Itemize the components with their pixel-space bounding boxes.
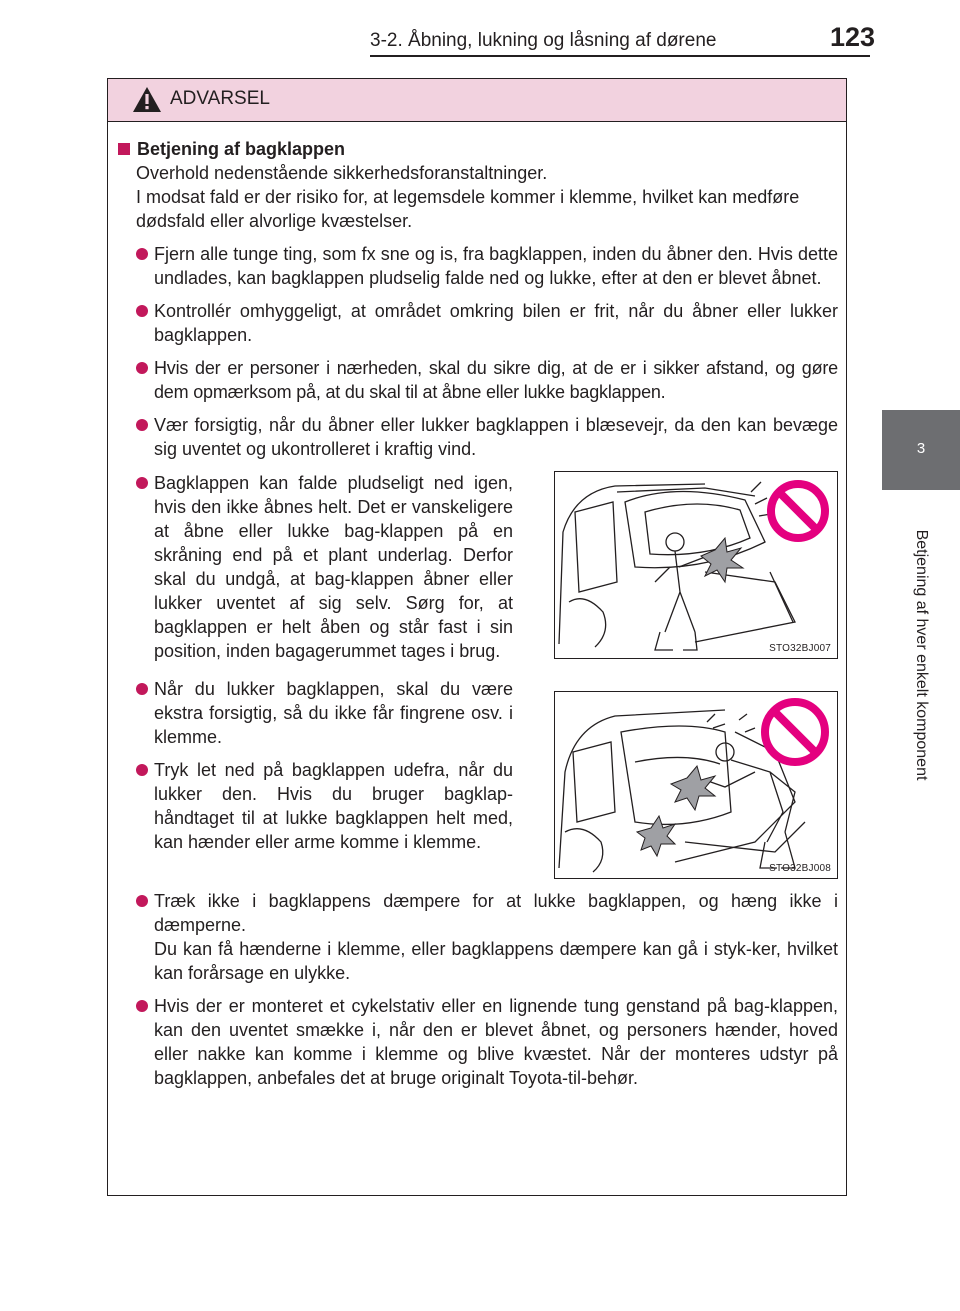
square-bullet-icon	[118, 143, 130, 155]
section-heading	[118, 137, 838, 161]
bullet-dot-icon	[136, 764, 148, 776]
bullet-line-1: Træk ikke i bagklappens dæmpere for at lukke bagklappen, og hæng ikke i dæmperne.	[154, 891, 838, 935]
list-item	[136, 677, 513, 749]
warning-header	[108, 79, 846, 122]
bullet-text: Hvis der er personer i nærheden, skal du sikre dig, at de er i sikker afstand, og gøre dem opmærksom på, at du skal til at åbne eller lukke bagklappen.	[154, 358, 838, 402]
list-item	[136, 471, 513, 663]
warning-triangle-icon	[132, 86, 162, 118]
warning-box	[107, 78, 847, 1196]
bullet-dot-icon	[136, 419, 148, 431]
figure-code: STO32BJ008	[769, 863, 831, 874]
figure-row-2	[118, 673, 838, 879]
section-title: 3-2. Åbning, lukning og låsning af dørene	[370, 30, 717, 51]
bullet-text: Bagklappen kan falde pludseligt ned igen, hvis den ikke åbnes helt. Det er vanskeligere at åbne eller lukke bag-klappen på en skråning end på et plant underlag. Derfor skal du undgå, at bag-klappen åbner eller lukker uventet af sig selv. Sørg for, at bagklappen er helt åben og står fast i sin position, inden bagagerummet tages i brug.	[154, 473, 513, 661]
page-number: 123	[830, 22, 876, 52]
chapter-number: 3	[916, 440, 926, 457]
chapter-label: Betjening af hver enkelt komponent	[913, 529, 930, 781]
prohibition-sign-icon	[765, 478, 831, 549]
figure-row-1	[118, 471, 838, 663]
bullet-text	[154, 889, 838, 985]
heading-text: Betjening af bagklappen	[137, 139, 346, 159]
figure-code: STO32BJ007	[769, 643, 831, 654]
list-item	[136, 242, 838, 290]
bullet-line-2: Du kan få hænderne i klemme, eller bagklappens dæmpere kan gå i styk-ker, hvilket kan forårsage en ulykke.	[154, 939, 838, 983]
bullet-dot-icon	[136, 895, 148, 907]
bullet-text: Hvis der er monteret et cykelstativ eller en lignende tung genstand på bag-klappen, kan den uventet smække i, når den er blevet åbnet, og personers hænder, hoved eller nakke kan komme i klemme og blive kvæstet. Når der monteres udstyr på bagklappen, anbefales det at bruge originalt Toyota-til-behør.	[154, 996, 838, 1088]
prohibition-sign-icon	[759, 696, 831, 773]
intro-line-1: Overhold nedenstående sikkerhedsforanstaltninger.	[136, 163, 548, 183]
bullet-dot-icon	[136, 477, 148, 489]
list-item	[136, 994, 838, 1090]
warning-content	[108, 137, 846, 1090]
bullet-dot-icon	[136, 362, 148, 374]
header-rule	[370, 55, 870, 57]
bullet-dot-icon	[136, 1000, 148, 1012]
intro	[136, 161, 838, 233]
list-item	[136, 889, 838, 985]
bullet-dot-icon	[136, 305, 148, 317]
intro-line-2: I modsat fald er der risiko for, at legemsdele kommer i klemme, hvilket kan medføre dødsfald eller alvorlige kvæstelser.	[136, 187, 800, 231]
bullet-text: Når du lukker bagklappen, skal du være ekstra forsigtig, så du ikke får fingrene osv. i klemme.	[154, 679, 513, 747]
list-item	[136, 758, 513, 854]
tailgate-falling-illustration	[554, 471, 838, 659]
list-item	[136, 356, 838, 404]
bullet-text: Fjern alle tunge ting, som fx sne og is, fra bagklappen, inden du åbner den. Hvis dette undlades, kan bagklappen pludselig falde ned og lukke, efter at den er blevet åbnet.	[154, 244, 838, 288]
bullet-text: Vær forsigtig, når du åbner eller lukker bagklappen i blæsevejr, da den kan bevæge sig uventet og ukontrolleret i kraftig vind.	[154, 415, 838, 459]
bullet-dot-icon	[136, 248, 148, 260]
bullet-dot-icon	[136, 683, 148, 695]
list-item	[136, 413, 838, 461]
bullet-text: Tryk let ned på bagklappen udefra, når du lukker den. Hvis du bruger bagklap-håndtaget til at lukke bagklappen helt med, kan hænder eller arme komme i klemme.	[154, 760, 513, 852]
list-item	[136, 299, 838, 347]
warning-label: ADVARSEL	[170, 88, 270, 109]
tailgate-pinch-illustration	[554, 691, 838, 879]
bullet-text: Kontrollér omhyggeligt, at området omkring bilen er frit, når du åbner eller lukker bagklappen.	[154, 301, 838, 345]
